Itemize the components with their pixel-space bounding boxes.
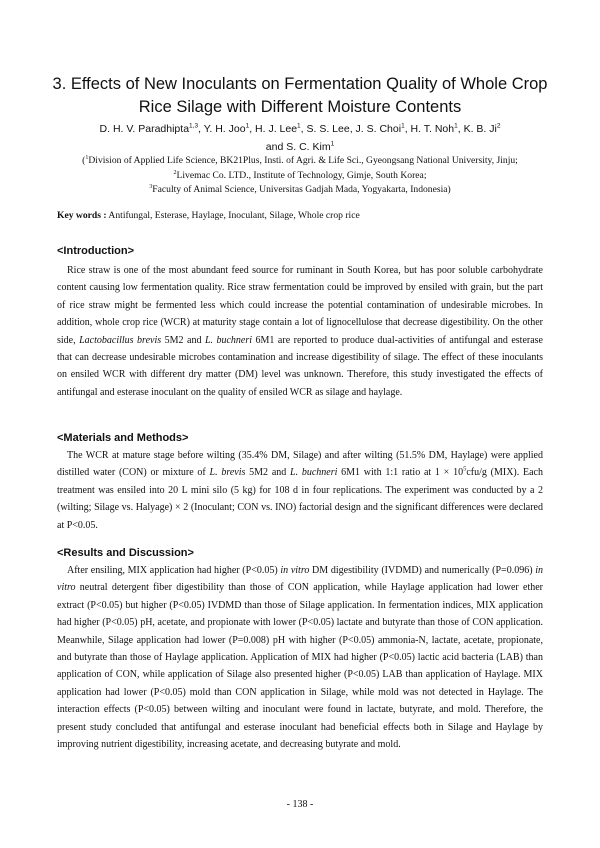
affiliation-mark: 1 <box>85 154 89 161</box>
author-affil-mark: 1 <box>401 122 405 130</box>
page-number: - 138 - <box>286 799 314 810</box>
affiliations <box>40 154 560 198</box>
affiliation-text: Division of Applied Life Science, BK21Plus, Insti. of Agri. & Life Sci., Gyeongsang National University, Jinju; <box>88 155 518 166</box>
introduction-heading: <Introduction> <box>57 245 134 257</box>
italic-term: in vitro <box>57 565 544 594</box>
author-affil-mark: 2 <box>496 122 501 130</box>
affiliation-3 <box>40 183 560 198</box>
text-run: After ensiling, MIX application had higher (P<0.05) <box>67 565 281 576</box>
author-name: D. H. V. Paradhipta <box>99 123 190 135</box>
text-run: neutral detergent fiber digestibility than those of CON application, while Haylage application had lower ether extract (P<0.05) but higher (P<0.05) IVDMD than those of Silage application. In fermentation indices, MIX application had higher (P<0.05) pH, acetate, and propionate with lower (P<0.05) lactate and butyrate than those of CON application. Meanwhile, Silage application had lower (P=0.008) pH with higher (P<0.05) ammonia-N, lactate, acetate, propionate, and butyrate than those of Haylage application. Application of MIX had higher (P<0.05) lactic acid bacteria (LAB) than application of CON, while application of Silage also presented higher (P<0.05) LAB than application of Haylage. MIX application had lower (P<0.05) mold than CON application in Silage, while mold was not detected in Haylage. The interaction effects (P<0.05) between wilting and inoculant were found in lactate, butyrate, and mold. Therefore, the present study concluded that antifungal and esterase inoculant had beneficial effects both in Silage and Haylage by improving nutrient digestibility, increasing acetate, and decreasing butyrate and mold. <box>57 582 543 751</box>
paper-title <box>40 73 560 119</box>
text-run: The WCR at mature stage before wilting (35.4% DM, Silage) and after wilting (51.5% DM, Haylage) were applied distilled water (CON) or mixture of <box>57 450 543 479</box>
affiliation-paren: ( <box>82 155 86 166</box>
author-name: and S. C. Kim <box>265 141 331 153</box>
author-name: , Y. H. Joo <box>198 123 246 135</box>
species-name: Lactobacillus brevis <box>79 334 162 346</box>
results-heading: <Results and Discussion> <box>57 547 194 559</box>
exponent: 5 <box>463 466 467 474</box>
text-run: 6M1 with 1:1 ratio at 1 × 10 <box>337 467 464 479</box>
results-paragraph <box>57 562 543 753</box>
text-run: DM digestibility (IVDMD) and numerically (P=0.096) <box>309 565 536 576</box>
affiliation-text: Livemac Co. LTD., Institute of Technology, Gimje, South Korea; <box>176 169 427 181</box>
author-line-1 <box>40 120 560 138</box>
author-affil-mark: 1,3 <box>189 122 199 130</box>
author-list <box>40 120 560 156</box>
species-name: L. buchneri <box>290 467 338 479</box>
keywords <box>57 209 547 223</box>
title-line-1: 3. Effects of New Inoculants on Fermentation Quality of Whole Crop <box>52 75 548 93</box>
text-run: 5M2 and <box>161 334 205 346</box>
affiliation-1 <box>40 154 560 169</box>
keywords-label: Key words : <box>57 210 107 221</box>
keywords-text: Antifungal, Esterase, Haylage, Inoculant, Silage, Whole crop rice <box>106 210 360 221</box>
text-run: Rice straw is one of the most abundant feed source for ruminant in South Korea, but has poor soluble carbohydrate content causing low fermentation quality. Rice straw fermentation could be improved by ensiled with grain, but the part of rice straw might be fermented less which could increase the potential contamination of undesirable microbes. In addition, whole crop rice (WCR) at maturity stage contain a lot of lignocellulose that decrease digestibility. On the other side, <box>57 265 543 346</box>
text-run: 6M1 are reported to produce dual-activities of antifungal and esterase that can decrease undesirable microbes contamination and increase digestibility of silage. The effect of these inoculants on ensiled WCR with different dry matter (DM) level was unknown. Therefore, this study investigated the effects of antifungal and esterase inoculant on the quality of ensiled WCR as silage and haylage. <box>57 334 543 398</box>
affiliation-mark: 2 <box>173 169 177 176</box>
text-run: cfu/g (MIX). Each treatment was ensiled into 20 L mini silo (5 kg) for 108 d in four replications. The experiment was conducted by a 2 (wilting; Silage vs. Halyage) × 2 (Inoculant; CON vs. INO) factorial design and the significant differences were declared at P<0.05. <box>57 467 543 531</box>
author-affil-mark: 1 <box>297 122 301 130</box>
author-name: , K. B. Ji <box>457 123 497 135</box>
author-name: , H. J. Lee <box>249 123 298 135</box>
title-line-2: Rice Silage with Different Moisture Contents <box>138 98 462 116</box>
species-name: L. buchneri <box>204 334 253 346</box>
author-affil-mark: 1 <box>245 122 250 130</box>
affiliation-2 <box>40 169 560 184</box>
affiliation-text: Faculty of Animal Science, Universitas Gadjah Mada, Yogyakarta, Indonesia) <box>152 184 451 195</box>
text-run: 5M2 and <box>245 467 291 479</box>
author-name: , S. S. Lee, J. S. Choi <box>300 123 402 135</box>
italic-term: in vitro <box>280 565 310 576</box>
author-affil-mark: 1 <box>330 140 335 148</box>
introduction-paragraph <box>57 262 543 401</box>
methods-paragraph <box>57 447 543 534</box>
methods-heading: <Materials and Methods> <box>57 432 189 444</box>
affiliation-mark: 3 <box>149 183 153 190</box>
author-name: , H. T. Noh <box>404 123 455 135</box>
author-affil-mark: 1 <box>454 122 458 130</box>
species-name: L. brevis <box>209 467 246 479</box>
